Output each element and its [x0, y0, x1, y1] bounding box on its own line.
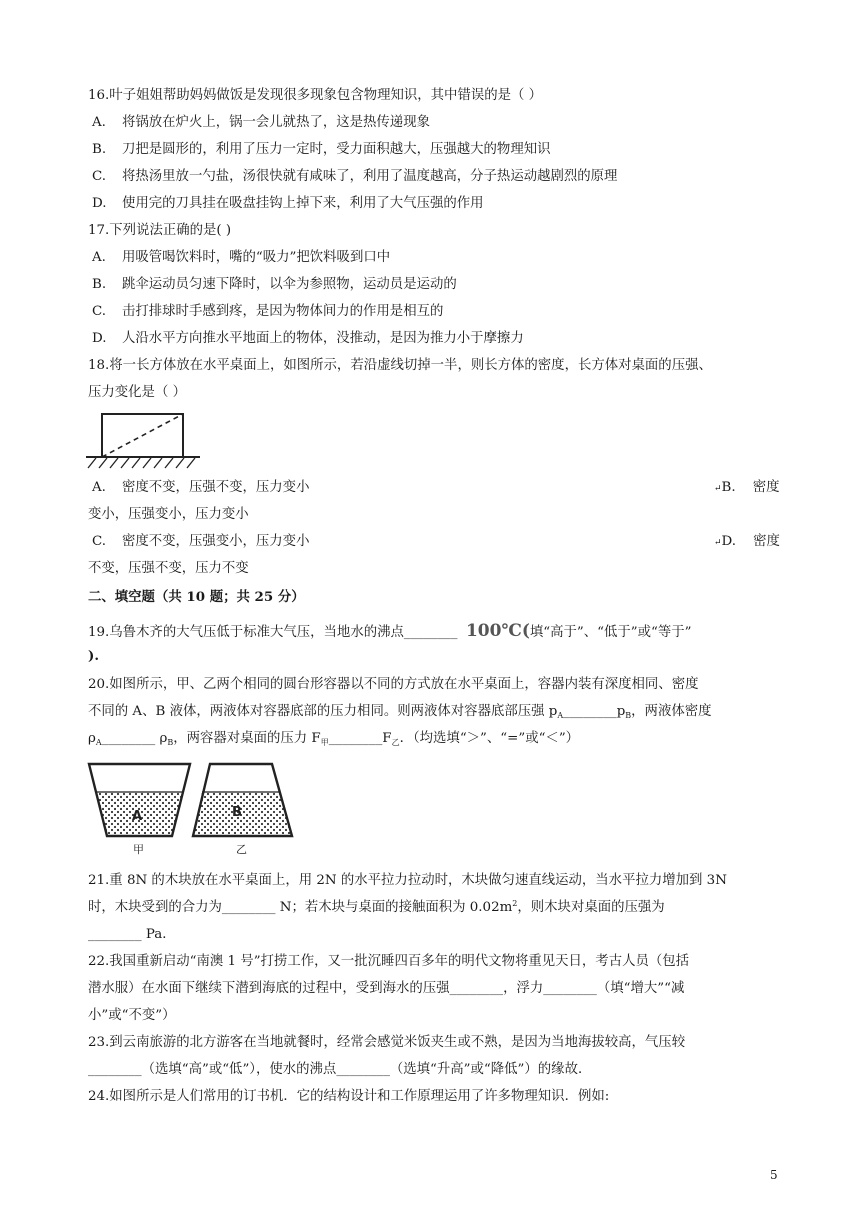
container-yi: [193, 764, 292, 856]
q17-option-d: D. 人沿水平方向推水平地面上的物体，没推动，是因为推力小于摩擦力: [92, 331, 524, 346]
q17-option-c: C. 击打排球时手感到疼，是因为物体间力的作用是相互的: [92, 304, 444, 319]
q22-line1: 22.我国重新启动“南澳 1 号”打捞工作，又一批沉睡四百多年的明代文物将重见天日，考古人员（包括: [88, 954, 690, 969]
page-number: 5: [770, 1168, 778, 1182]
q17-option-b: B. 跳伞运动员匀速下降时，以伞为参照物，运动员是运动的: [92, 277, 457, 292]
q18-option-d-head: ↵D. 密度: [714, 534, 780, 549]
q19-end: ).: [88, 648, 99, 664]
q18-stem-line1: 18.将一长方体放在水平桌面上，如图所示，若沿虚线切掉一半，则长方体的密度，长方体对桌面的压强、: [88, 358, 712, 373]
q20-line3: $\rho_A\_\_\_\_\_\_\_\_$ $\rho_B$，两容器对桌面的压力 $F_甲\_\_\_\_\_\_\_\_F_乙$．（均选填“＞”、“=”或“＜”）: [88, 731, 580, 747]
q19-line1: 19.乌鲁木齐的大气压低于标准大气压，当地水的沸点________ 100℃(填“高于”、“低于”或“等于”: [88, 621, 692, 641]
q21-line2: 时，木块受到的合力为________ N；若木块与桌面的接触面积为 $0.02m^2$，则木块对桌面的压强为: [88, 899, 665, 915]
q20-line1: 20.如图所示，甲、乙两个相同的圆台形容器以不同的方式放在水平桌面上，容器内装有深度相同、密度: [88, 677, 699, 692]
q21-line3: ________ Pa．: [88, 927, 176, 942]
q18-figure: [82, 410, 204, 472]
liquid-b: [193, 792, 292, 836]
q24-line1: 24.如图所示是人们常用的订书机．它的结构设计和工作原理运用了许多物理知识．例如:: [88, 1089, 610, 1104]
label-yi: 乙: [236, 843, 247, 856]
q21-line1: 21.重 8N 的木块放在水平桌面上，用 2N 的水平拉力拉动时，木块做匀速直线运动，当水平拉力增加到 3N: [88, 873, 727, 888]
cut-dashed-line: [102, 414, 183, 457]
label-a: A: [132, 809, 143, 824]
q23-line1: 23.到云南旅游的北方游客在当地就餐时，经常会感觉米饭夹生或不熟，是因为当地海拔较高，气压较: [88, 1035, 686, 1050]
q18-option-d-cont: 不变，压强不变，压力不变: [88, 561, 249, 576]
q19-value: 100℃: [465, 621, 522, 641]
q16-option-d: D. 使用完的刀具挂在吸盘挂钩上掉下来，利用了大气压强的作用: [92, 196, 484, 211]
section-title: 二、填空题（共 10 题；共 25 分）: [88, 589, 305, 605]
q22-line2: 潜水服）在水面下继续下潜到海底的过程中，受到海水的压强________，浮力________（填“增大”“减: [88, 981, 685, 996]
container-jia: [89, 764, 190, 856]
q16-option-a: A. 将锅放在炉火上，锅一会儿就热了，这是热传递现象: [92, 115, 430, 130]
q17-option-a: A. 用吸管喝饮料时，嘴的“吸力”把饮料吸到口中: [92, 250, 391, 265]
q20-line2: 不同的 A、B 液体，两液体对容器底部的压力相同。则两液体对容器底部压强 $p_A\_\_\_\_\_\_\_\_p_B$，两液体密度: [88, 704, 712, 720]
q17-stem: 17.下列说法正确的是( ): [88, 223, 232, 238]
label-b: B: [232, 805, 242, 820]
q18-option-c: C. 密度不变，压强变小，压力变小: [92, 534, 310, 549]
q16-option-c: C. 将热汤里放一勺盐，汤很快就有咸味了，利用了温度越高，分子热运动越剧烈的原理: [92, 169, 618, 184]
q23-line2: ________（选填“高”或“低”），使水的沸点________（选填“升高”或“降低”）的缘故．: [88, 1062, 592, 1077]
table-hatching: [88, 458, 195, 468]
q18-option-b-head: ↵B. 密度: [714, 480, 780, 495]
q18-option-a: A. 密度不变，压强不变，压力变小: [92, 480, 310, 495]
q20-figure: [86, 756, 306, 856]
q18-stem-line2: 压力变化是（ ）: [88, 385, 186, 400]
q22-line3: 小”或“不变”）: [88, 1008, 176, 1023]
q16-option-b: B. 刀把是圆形的，利用了压力一定时，受力面积越大，压强越大的物理知识: [92, 142, 551, 157]
label-jia: 甲: [133, 843, 144, 856]
q18-option-b-cont: 变小，压强变小，压力变小: [88, 507, 249, 522]
q16-stem: 16.叶子姐姐帮助妈妈做饭是发现很多现象包含物理知识，其中错误的是（ ）: [88, 88, 543, 103]
